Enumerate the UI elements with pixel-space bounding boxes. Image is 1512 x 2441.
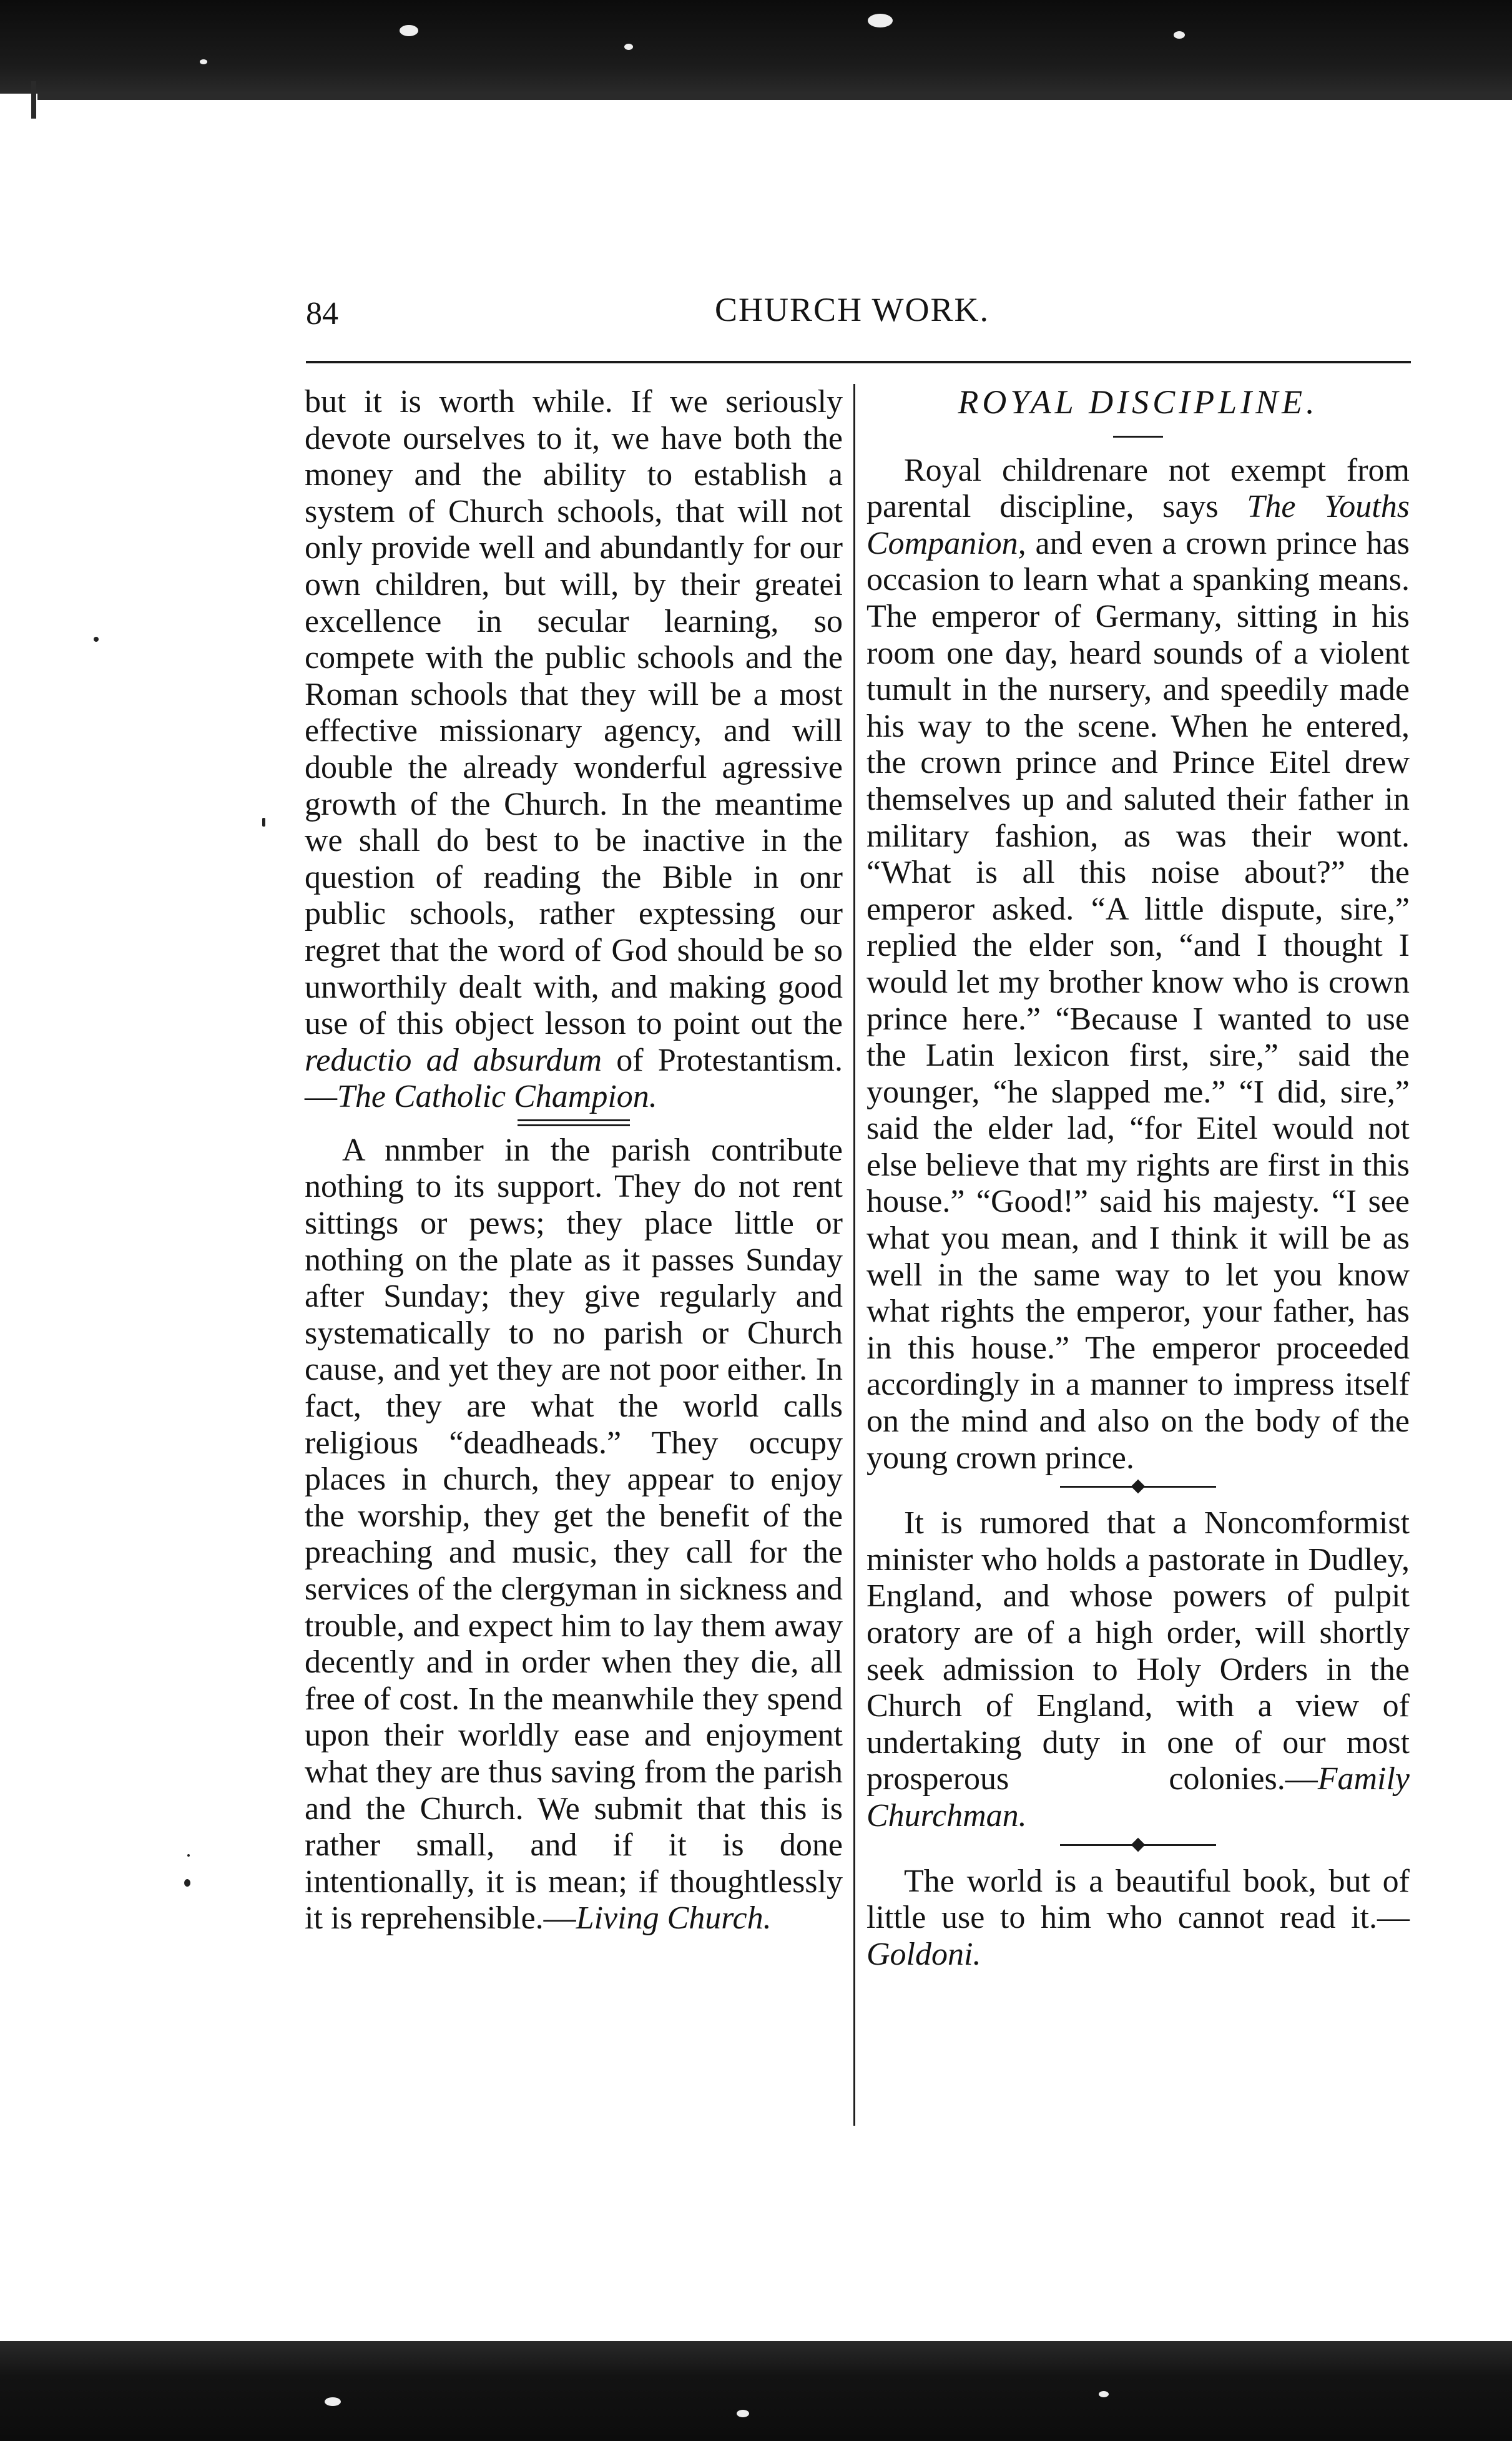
paragraph-text: The world is a beautiful book, but of little use to him who cannot read it.—	[866, 1863, 1410, 1936]
scan-speck	[1099, 2391, 1109, 2397]
article-title: ROYAL DISCIPLINE.	[958, 383, 1318, 421]
scan-mark	[187, 1854, 190, 1857]
source-citation: The Catholic Champion.	[337, 1079, 657, 1115]
column-divider	[853, 384, 855, 2126]
source-citation: Goldoni.	[866, 1936, 981, 1972]
source-citation: Family Churchman.	[866, 1761, 1410, 1834]
scan-edge	[37, 94, 1512, 100]
paragraph-text: A nnmber in the parish contribute nothing to its support. They do not rent sittings or pews; they place little or nothing on the plate as it passes Sunday after Sunday; they give regularly and systematically to no parish or Church cause, and yet they are not poor either. In fact, they are what the world calls religious “deadheads.” They occupy places in church, they appear to enjoy the worship, they get the benefit of the preaching and music, they call for the services of the clergyman in sickness and trouble, and expect him to lay them away decently and in order when they die, all free of cost. In the meanwhile they spend upon their worldly ease and enjoyment what they are thus saving from the parish and the Church. We submit that this is rather small, and if it is done intentionally, it is mean; if thoughtlessly it is reprehensible.—	[305, 1132, 843, 1937]
paragraph-text: of Protestantism.—	[305, 1042, 843, 1115]
section-divider	[1060, 1479, 1216, 1494]
running-head: CHURCH WORK.	[714, 291, 990, 328]
paragraph-text: but it is worth while. If we seriously devote ourselves to it, we have both the money and the ability to establish a system of Church schools, that will not only provide well and abundantly for our own children, but will, by their greatei excellence in secular learning, so compete with the public schools and the Roman schools that they will be a most effective missionary agency, and will double the already wonderful agressive growth of the Church. In the meantime we shall do best to be inactive in the question of reading the Bible in onr public schools, rather exptessing our regret that the word of God should be so unworthily dealt with, and making good use of this object lesson to point out the	[305, 384, 843, 1042]
scan-edge-left	[31, 81, 36, 119]
paragraph-text: Royal childrenare not exempt from parental discipline, says	[866, 452, 1410, 525]
scan-speck	[737, 2410, 749, 2417]
paragraph-deadheads	[305, 1132, 843, 1937]
page-number: 84	[306, 296, 338, 332]
latin-phrase: reductio ad absurdum	[305, 1042, 602, 1078]
scan-speck	[624, 44, 633, 50]
paragraph-royal-discipline	[866, 453, 1410, 1477]
header-rule	[306, 361, 1411, 363]
scan-border-bottom	[0, 2341, 1512, 2441]
scan-mark	[184, 1879, 190, 1887]
right-column	[866, 384, 1410, 1973]
title-rule	[1113, 436, 1163, 438]
paragraph-noncomformist	[866, 1505, 1410, 1834]
page-header	[293, 284, 1411, 334]
paragraph-text: and even a crown prince has occasion to learn what a spanking means. The emperor of Germany, sitting in his room one day, heard sounds of a violent tumult in the nursery, and speedily made his way to the scene. When he entered, the crown prince and Prince Eitel drew themselves up and saluted their father in military fashion, as was their wont. “What is all this noise about?” the emperor asked. “A little dispute, sire,” replied the elder son, “and I thought I would let my brother know who is crown prince here.” “Because I wanted to use the Latin lexicon first, sire,” said the younger, “he slapped me.” “I did, sire,” said the elder lad, “for Eitel would not else believe that my rights are first in this house.” “Good!” said his majesty. “I see what you mean, and I think it will be as well in the same way to let you know what rights the emperor, your father, has in this house.” The emperor proceeded accordingly in a manner to impress itself on the mind and also on the body of the young crown prince.	[866, 525, 1410, 1476]
scan-border-top	[0, 0, 1512, 94]
scan-speck	[868, 14, 893, 27]
scan-speck	[325, 2397, 341, 2406]
paragraph-text: It is rumored that a Noncomformist minister who holds a pastorate in Dudley, England, and whose powers of pulpit oratory are of a high order, will shortly seek admission to Holy Orders in the Church of England, with a view of undertaking duty in one of our most prosperous colonies.—	[866, 1505, 1410, 1797]
section-divider	[1060, 1837, 1216, 1852]
scan-mark	[94, 637, 99, 642]
left-column	[305, 384, 843, 1937]
paragraph-church-schools	[305, 384, 843, 1116]
scan-speck	[200, 59, 207, 64]
scan-mark	[262, 818, 265, 827]
source-citation: Living Church.	[576, 1900, 772, 1937]
scan-speck	[1174, 31, 1185, 39]
source-citation: The Youths Companion,	[866, 489, 1410, 561]
paragraph-goldoni	[866, 1864, 1410, 1973]
section-divider	[518, 1119, 630, 1126]
scan-speck	[400, 25, 418, 36]
